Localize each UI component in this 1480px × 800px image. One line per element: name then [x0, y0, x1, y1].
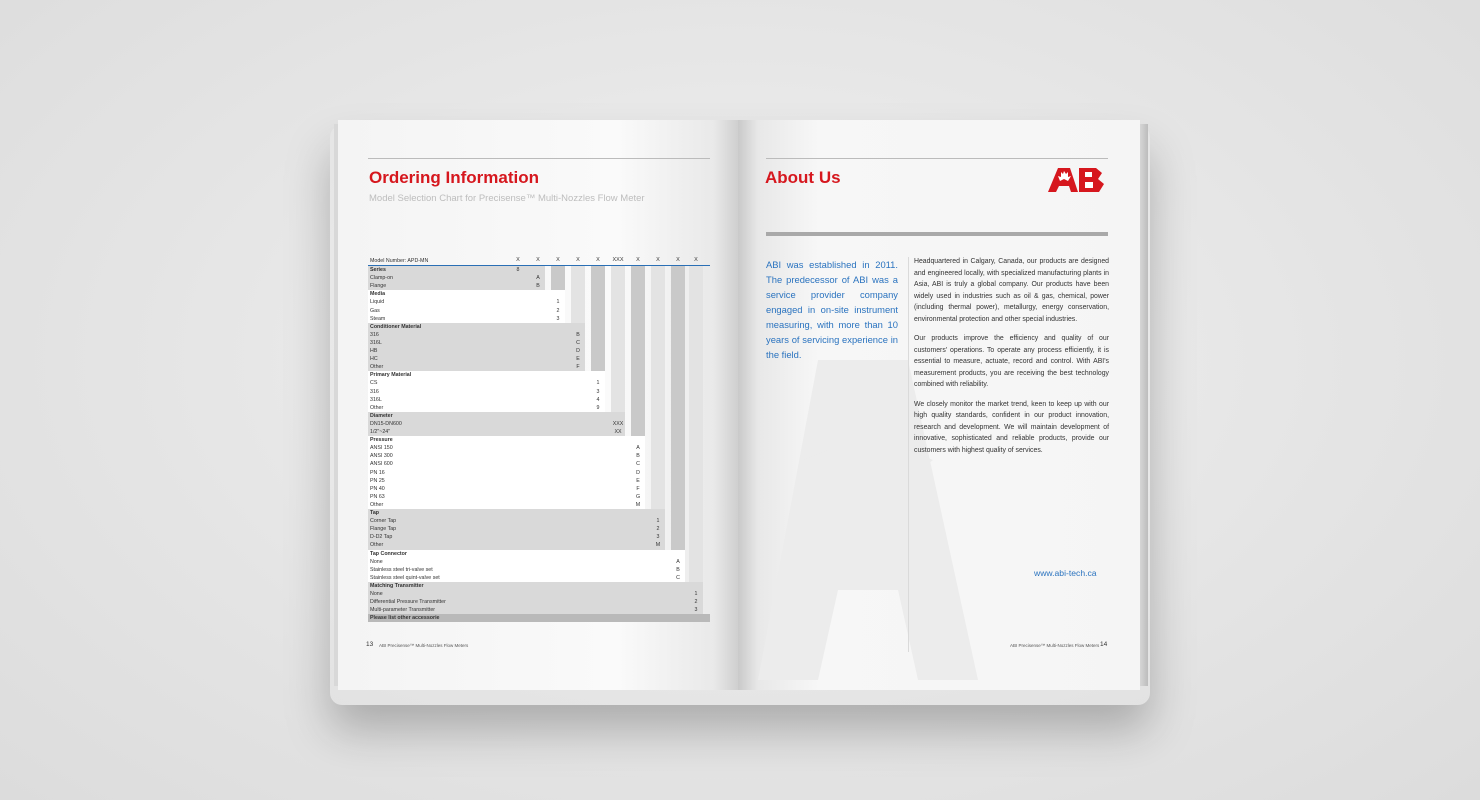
header-code: X [516, 257, 520, 263]
code-column-drop [689, 266, 703, 590]
section-heading: Pressure [370, 437, 393, 444]
code-column-drop [671, 266, 685, 558]
about-body [914, 256, 1109, 464]
table-row-code: 8 [516, 267, 520, 273]
table-row-code: B [636, 453, 640, 460]
table-row-code: 3 [656, 534, 660, 541]
table-row-code: D [576, 348, 580, 354]
table-row-code: B [676, 566, 680, 573]
table-row-label: 1/2"~24" [370, 429, 391, 435]
page-number: 13 [366, 641, 374, 648]
table-row-label: 316L [370, 396, 382, 403]
table-section [368, 509, 665, 550]
section-heading: Diameter [370, 412, 393, 419]
model-number-label: Model Number: APD-MN [370, 258, 429, 264]
table-row-label: ANSI 150 [370, 445, 393, 452]
table-row-code: 3 [694, 607, 698, 614]
page-title: About Us [765, 168, 841, 187]
table-row-code: D [636, 469, 640, 476]
top-rule [766, 158, 1108, 159]
table-row-code: 1 [556, 299, 560, 306]
table-row-code: 1 [694, 591, 698, 597]
table-row-label: ANSI 300 [370, 453, 393, 460]
model-selection-table [368, 257, 710, 625]
page-number: 14 [1100, 641, 1108, 648]
table-row-label: Stainless steel tri-valve set [370, 566, 433, 573]
abi-logo-icon [1048, 168, 1108, 192]
section-heading: Series [370, 267, 386, 273]
table-row-label: Steam [370, 315, 386, 322]
table-row-code: 2 [694, 599, 698, 606]
table-row-code: 2 [556, 307, 560, 314]
table-row-label: Flange [370, 283, 387, 290]
left-page [338, 120, 738, 690]
header-code: X [636, 257, 640, 263]
header-code: X [576, 257, 580, 263]
table-row-label: None [370, 558, 383, 565]
table-row-label: Gas [370, 307, 380, 314]
about-paragraph-3: We closely monitor the market trend, keen to keep up with our high quality standards, confident in our product innovation, research and development. We will maintain development of innovative, sophisticated and reliable products, provide our customers with highest quality of services. [914, 400, 1109, 454]
table-row-label: ANSI 600 [370, 461, 393, 468]
table-row-code: M [635, 501, 641, 508]
table-row-label: Other [370, 364, 384, 371]
table-row-code: XX [614, 429, 622, 435]
table-row-code: F [576, 364, 580, 371]
logo-text: ABI [1048, 168, 1050, 169]
section-heading: Conditioner Material [370, 323, 422, 330]
table-row-label: Differential Pressure Transmitter [370, 599, 446, 606]
page-footer: ABI Precisense™ Multi-Nozzles Flow Meters [1010, 643, 1100, 648]
header-code: X [656, 257, 660, 263]
header-code: X [536, 257, 540, 263]
section-heading: Matching Transmitter [370, 582, 424, 589]
table-row-code: E [636, 477, 640, 484]
code-column-drop [591, 266, 605, 379]
table-row-label: Multi-parameter Transmitter [370, 607, 436, 614]
table-row-label: PN 63 [370, 493, 385, 500]
code-column-drop [611, 266, 625, 420]
table-row-code: B [536, 283, 540, 290]
table-row-code: G [635, 493, 641, 500]
table-row-code: A [636, 445, 640, 452]
table-row-label: PN 40 [370, 485, 385, 492]
table-row-code: 9 [596, 404, 600, 411]
header-bar [766, 232, 1108, 236]
table-row-code: 3 [556, 315, 560, 322]
section-heading: Media [370, 291, 386, 298]
header-code: X [556, 257, 560, 263]
table-row-label: PN 16 [370, 469, 385, 476]
table-row-label: PN 25 [370, 477, 385, 484]
table-row-code: A [536, 275, 540, 282]
table-row-code: 1 [656, 518, 660, 525]
code-column-drop [571, 266, 585, 331]
table-row-code: C [636, 461, 640, 468]
page-footer: ABI Precisense™ Multi-Nozzles Flow Meters [379, 643, 469, 648]
code-column-drop [631, 266, 645, 444]
table-row-label: DN15-DN600 [370, 420, 402, 427]
table-section [368, 412, 625, 436]
table-row-label: 316L [370, 339, 382, 346]
table-section [368, 290, 565, 322]
section-heading: Primary Material [370, 372, 412, 379]
table-row-code: C [576, 339, 580, 346]
table-row-code: 3 [596, 388, 600, 395]
table-row-label: CS [370, 380, 378, 387]
right-page [738, 120, 1140, 690]
section-heading: Please list other accessorie [370, 615, 440, 622]
header-code: X [596, 257, 600, 263]
table-row-label: 316 [370, 331, 379, 338]
table-row-label: None [370, 591, 383, 597]
table-row-code: E [576, 356, 580, 363]
table-row-code: F [636, 485, 640, 492]
section-heading: Tap Connector [370, 550, 407, 557]
page-subtitle: Model Selection Chart for Precisense™ Multi-Nozzles Flow Meter [369, 193, 645, 204]
table-row-label: HB [370, 348, 378, 354]
table-row-label: Flange Tap [370, 526, 397, 533]
table-row-code: B [576, 331, 580, 338]
header-code: X [694, 257, 698, 263]
table-row-label: Liquid [370, 299, 385, 306]
about-paragraph-2: Our products improve the efficiency and quality of our customers' operations. To operate any process efficiently, it is essential to measure, actuate, record and control. With ABI's measurement products, you are receiving the best technology combined with reliability. [914, 335, 1109, 388]
table-row-code: A [676, 558, 680, 565]
table-section [368, 323, 585, 372]
table-row-label: Other [370, 404, 384, 411]
table-row-label: HC [370, 356, 378, 363]
table-row-label: Clamp-on [370, 275, 393, 282]
column-divider [908, 257, 909, 652]
page-title: Ordering Information [369, 168, 539, 187]
header-code: X [676, 257, 680, 263]
table-row-code: C [676, 574, 680, 581]
table-row-code: 4 [596, 396, 600, 403]
top-rule [368, 158, 710, 159]
table-row-code: 1 [596, 380, 600, 387]
header-code: XXX [612, 257, 624, 263]
about-paragraph-1: Headquartered in Calgary, Canada, our products are designed and engineered locally, with specialized manufacturing plants in Asia, ABI is truly a global company. Our products have been widely used in industries such as oil & gas, chemical, power (including thermal power), metallurgy, energy conservation, environmental protection and other special industries. [914, 258, 1109, 323]
table-row-label: D-D2 Tap [370, 534, 393, 541]
table-row-label: 316 [370, 388, 379, 395]
page-stack-right [1140, 124, 1148, 686]
table-row-label: Other [370, 542, 384, 549]
table-row-code: 2 [656, 526, 660, 533]
table-section [368, 436, 645, 509]
section-heading: Tap [370, 510, 380, 516]
website-link[interactable]: www.abi-tech.ca [1034, 568, 1097, 578]
table-row-label: Corner Tap [370, 518, 397, 525]
table-row-code: XXX [612, 420, 624, 427]
table-row-label: Other [370, 501, 384, 508]
table-row-code: M [655, 542, 661, 549]
intro-paragraph: ABI was established in 2011. The predecessor of ABI was a service provider company engaged in on-site instrument measuring, with more than 10 years of servicing experience in the field. [766, 259, 898, 360]
table-row-label: Stainless steel quint-valve set [370, 574, 440, 581]
code-column-drop [651, 266, 665, 517]
